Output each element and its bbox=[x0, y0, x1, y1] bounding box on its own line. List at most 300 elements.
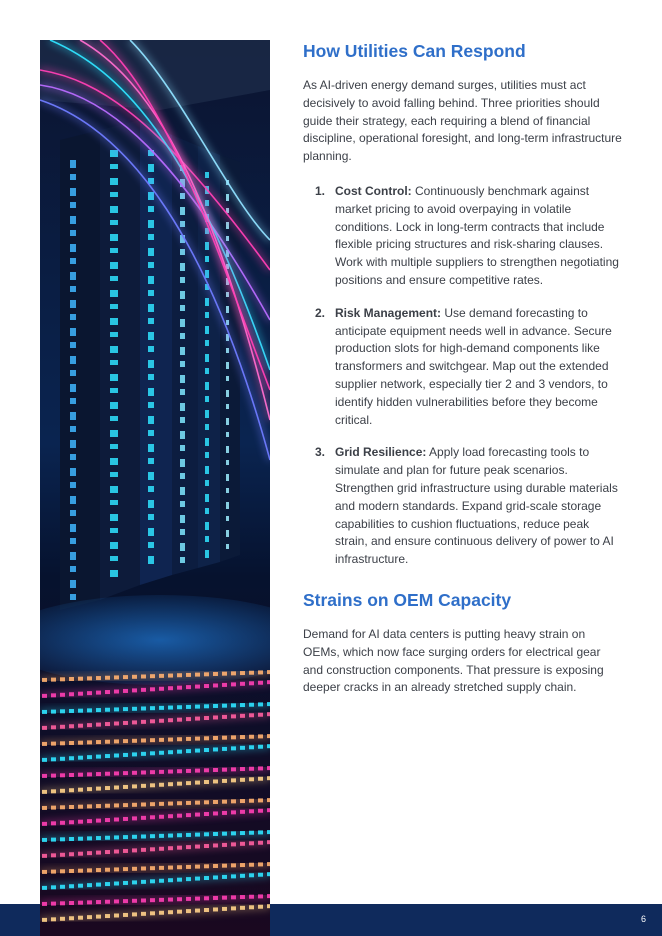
floor-led bbox=[222, 800, 227, 804]
floor-led bbox=[186, 781, 191, 785]
floor-led bbox=[69, 837, 74, 841]
floor-led bbox=[168, 802, 173, 806]
floor-led bbox=[123, 675, 128, 679]
floor-led bbox=[267, 830, 270, 834]
floor-led bbox=[105, 914, 110, 918]
floor-led bbox=[96, 819, 101, 823]
floor-led bbox=[222, 875, 227, 879]
floor-led bbox=[249, 873, 254, 877]
rack-led bbox=[180, 431, 185, 439]
floor-led bbox=[159, 751, 164, 755]
floor-led bbox=[132, 771, 137, 775]
rack-led bbox=[148, 472, 154, 480]
rack-led bbox=[70, 468, 76, 476]
rack-led bbox=[110, 234, 118, 241]
floor-led bbox=[249, 745, 254, 749]
rack-led bbox=[226, 306, 229, 313]
rack-led bbox=[70, 412, 76, 420]
floor-led bbox=[132, 675, 137, 679]
floor-led bbox=[231, 842, 236, 846]
floor-led bbox=[69, 805, 74, 809]
rack-led bbox=[148, 360, 154, 368]
rack-led bbox=[226, 194, 229, 201]
floor-led bbox=[78, 788, 83, 792]
floor-led bbox=[114, 675, 119, 679]
floor-led bbox=[78, 677, 83, 681]
floor-led bbox=[96, 915, 101, 919]
floor-led bbox=[105, 836, 110, 840]
floor-led bbox=[96, 755, 101, 759]
floor-led bbox=[267, 904, 270, 908]
floor-led bbox=[60, 773, 65, 777]
section-heading-strains: Strains on OEM Capacity bbox=[303, 589, 512, 610]
floor-led bbox=[78, 837, 83, 841]
floor-led bbox=[150, 802, 155, 806]
floor-led bbox=[87, 868, 92, 872]
rack-led bbox=[70, 216, 76, 224]
floor-led bbox=[105, 786, 110, 790]
floor-led bbox=[132, 835, 137, 839]
floor-led bbox=[51, 821, 56, 825]
floor-led bbox=[240, 746, 245, 750]
floor-led bbox=[258, 873, 263, 877]
rack-led bbox=[226, 460, 229, 465]
priorities-list bbox=[303, 183, 623, 569]
floor-led bbox=[267, 670, 270, 674]
floor-led bbox=[96, 804, 101, 808]
floor-led bbox=[96, 723, 101, 727]
floor-led bbox=[258, 862, 263, 866]
floor-led bbox=[258, 798, 263, 802]
floor-led bbox=[150, 815, 155, 819]
rack-led bbox=[180, 249, 185, 255]
floor-led bbox=[96, 851, 101, 855]
floor-led bbox=[249, 895, 254, 899]
rack-led bbox=[148, 486, 154, 492]
floor-led bbox=[159, 879, 164, 883]
floor-led bbox=[132, 707, 137, 711]
floor-led bbox=[231, 863, 236, 867]
floor-led bbox=[60, 837, 65, 841]
floor-led bbox=[123, 867, 128, 871]
floor-led bbox=[51, 838, 56, 842]
floor-led bbox=[78, 724, 83, 728]
floor-led bbox=[267, 862, 270, 866]
floor-led bbox=[78, 852, 83, 856]
rack-led bbox=[205, 536, 209, 542]
floor-led bbox=[60, 901, 65, 905]
floor-led bbox=[78, 773, 83, 777]
floor-led bbox=[213, 747, 218, 751]
floor-led bbox=[78, 869, 83, 873]
floor-led bbox=[177, 897, 182, 901]
floor-led bbox=[141, 880, 146, 884]
rack-led bbox=[205, 256, 209, 262]
floor-led bbox=[168, 738, 173, 742]
list-item-text: Apply load forecasting tools to simulate and plan for future peak scenarios. Strengthen grid infrastructure using durable materials and modern standards. Expand grid-scale storage capabilities to cushion fluctuations, reduce peak strain, and ensure continuous delivery of power to AI infrastructure. bbox=[335, 445, 618, 567]
rack-led bbox=[70, 174, 76, 180]
rack-led bbox=[70, 426, 76, 432]
floor-led bbox=[51, 870, 56, 874]
floor-led bbox=[114, 913, 119, 917]
rack-led bbox=[70, 244, 76, 252]
rack-led bbox=[70, 160, 76, 168]
floor-led bbox=[177, 705, 182, 709]
floor-led bbox=[231, 746, 236, 750]
rack-led bbox=[70, 580, 76, 588]
floor-led bbox=[231, 778, 236, 782]
floor-led bbox=[105, 900, 110, 904]
rack-led bbox=[226, 488, 229, 493]
rack-led bbox=[70, 370, 76, 376]
rack-led bbox=[180, 305, 185, 311]
rack-led bbox=[110, 514, 118, 521]
rack-led bbox=[110, 220, 118, 225]
floor-led bbox=[240, 735, 245, 739]
floor-led bbox=[132, 688, 137, 692]
floor-led bbox=[231, 810, 236, 814]
floor-led bbox=[60, 693, 65, 697]
floor-led bbox=[186, 845, 191, 849]
rack-led bbox=[70, 482, 76, 488]
floor-led bbox=[105, 850, 110, 854]
floor-led bbox=[78, 916, 83, 920]
rack-led bbox=[110, 374, 118, 381]
floor-led bbox=[249, 841, 254, 845]
rack-led bbox=[110, 444, 118, 449]
floor-led bbox=[258, 894, 263, 898]
floor-led bbox=[231, 703, 236, 707]
floor-led bbox=[159, 866, 164, 870]
rack-led bbox=[180, 445, 185, 451]
floor-led bbox=[222, 832, 227, 836]
list-item-number: 3. bbox=[315, 445, 326, 460]
floor-led bbox=[78, 741, 83, 745]
rack-led bbox=[110, 332, 118, 337]
floor-led bbox=[51, 917, 56, 921]
rack-led bbox=[70, 594, 76, 600]
floor-led bbox=[60, 709, 65, 713]
floor-led bbox=[123, 817, 128, 821]
rack-led bbox=[110, 346, 118, 353]
floor-led bbox=[231, 831, 236, 835]
floor-led bbox=[204, 812, 209, 816]
floor-led bbox=[132, 880, 137, 884]
floor-led bbox=[213, 672, 218, 676]
rack-led bbox=[70, 496, 76, 504]
rack-led bbox=[205, 242, 209, 250]
rack-led bbox=[70, 286, 76, 292]
rack-led bbox=[205, 410, 209, 418]
section-heading-respond: How Utilities Can Respond bbox=[303, 41, 526, 61]
list-item-grid-resilience bbox=[303, 444, 623, 569]
floor-led bbox=[240, 778, 245, 782]
floor-led bbox=[249, 767, 254, 771]
floor-led bbox=[123, 753, 128, 757]
floor-led bbox=[132, 720, 137, 724]
floor-led bbox=[195, 717, 200, 721]
rack-led bbox=[226, 362, 229, 369]
floor-led bbox=[258, 702, 263, 706]
floor-led bbox=[114, 689, 119, 693]
floor-led bbox=[249, 831, 254, 835]
floor-led bbox=[96, 740, 101, 744]
rack-led bbox=[70, 454, 76, 460]
floor-led bbox=[69, 788, 74, 792]
floor-led bbox=[186, 749, 191, 753]
floor-led bbox=[186, 877, 191, 881]
floor-led bbox=[96, 836, 101, 840]
floor-led bbox=[258, 830, 263, 834]
rack-led bbox=[148, 458, 154, 464]
floor-led bbox=[42, 678, 47, 682]
floor-led bbox=[42, 886, 47, 890]
floor-led bbox=[150, 879, 155, 883]
floor-led bbox=[78, 709, 83, 713]
floor-led bbox=[240, 714, 245, 718]
rack-led bbox=[110, 360, 118, 365]
floor-led bbox=[168, 898, 173, 902]
floor-led bbox=[87, 772, 92, 776]
floor-led bbox=[267, 702, 270, 706]
floor-led bbox=[42, 790, 47, 794]
rack-led bbox=[110, 556, 118, 561]
floor-led bbox=[177, 782, 182, 786]
floor-led bbox=[159, 706, 164, 710]
floor-led bbox=[132, 848, 137, 852]
floor-led bbox=[150, 866, 155, 870]
floor-led bbox=[51, 742, 56, 746]
rack-led bbox=[70, 356, 76, 364]
floor-led bbox=[159, 738, 164, 742]
floor-led bbox=[105, 676, 110, 680]
main-content bbox=[303, 40, 623, 697]
floor-led bbox=[105, 690, 110, 694]
floor-led bbox=[42, 710, 47, 714]
floor-led bbox=[168, 846, 173, 850]
floor-led bbox=[222, 907, 227, 911]
floor-led bbox=[195, 897, 200, 901]
rack-led bbox=[70, 538, 76, 544]
floor-led bbox=[159, 719, 164, 723]
list-item-text: Continuously benchmark against market pricing to avoid overpaying in volatile conditions. Lock in long-term contracts that include flexible pricing structures and risk-sharing clauses. Work with multiple suppliers to strengthen negotiating positions and ensure competitive rates. bbox=[335, 183, 619, 287]
floor-led bbox=[267, 734, 270, 738]
floor-led bbox=[168, 770, 173, 774]
floor-led bbox=[204, 908, 209, 912]
floor-led bbox=[204, 832, 209, 836]
floor-led bbox=[141, 770, 146, 774]
floor-led bbox=[204, 864, 209, 868]
floor-led bbox=[132, 803, 137, 807]
rack-led bbox=[148, 556, 154, 564]
floor-led bbox=[114, 849, 119, 853]
floor-led bbox=[204, 704, 209, 708]
floor-led bbox=[168, 750, 173, 754]
rack-led bbox=[205, 522, 209, 530]
floor-led bbox=[177, 865, 182, 869]
floor-led bbox=[186, 833, 191, 837]
floor-led bbox=[87, 708, 92, 712]
floor-led bbox=[105, 740, 110, 744]
floor-led bbox=[42, 774, 47, 778]
floor-led bbox=[42, 822, 47, 826]
floor-led bbox=[42, 854, 47, 858]
floor-led bbox=[132, 816, 137, 820]
rack-led bbox=[110, 570, 118, 577]
rack-led bbox=[180, 291, 185, 299]
rack-led bbox=[70, 300, 76, 308]
rack-led bbox=[180, 403, 185, 411]
floor-led bbox=[69, 820, 74, 824]
floor-led bbox=[204, 780, 209, 784]
rack-led bbox=[205, 298, 209, 306]
floor-led bbox=[42, 870, 47, 874]
floor-led bbox=[141, 720, 146, 724]
page-number: 6 bbox=[640, 914, 646, 924]
rack-led bbox=[110, 192, 118, 197]
rack-led bbox=[205, 424, 209, 430]
floor-led bbox=[42, 758, 47, 762]
floor-led bbox=[150, 770, 155, 774]
floor-led bbox=[123, 707, 128, 711]
floor-led bbox=[69, 852, 74, 856]
floor-led bbox=[87, 836, 92, 840]
floor-led bbox=[204, 736, 209, 740]
floor-led bbox=[69, 741, 74, 745]
floor-led bbox=[186, 673, 191, 677]
floor-led bbox=[87, 804, 92, 808]
floor-led bbox=[159, 674, 164, 678]
floor-led bbox=[69, 709, 74, 713]
floor-led bbox=[177, 750, 182, 754]
floor-led bbox=[123, 881, 128, 885]
floor-led bbox=[204, 716, 209, 720]
rack-led bbox=[110, 164, 118, 169]
floor-led bbox=[222, 896, 227, 900]
floor-led bbox=[105, 818, 110, 822]
rack-led bbox=[70, 314, 76, 320]
rack-led bbox=[70, 510, 76, 516]
floor-led bbox=[177, 910, 182, 914]
rack-led bbox=[148, 262, 154, 268]
floor-led bbox=[240, 682, 245, 686]
list-item-number: 2. bbox=[315, 305, 326, 320]
floor-led bbox=[51, 774, 56, 778]
floor-led bbox=[69, 916, 74, 920]
rack-led bbox=[205, 508, 209, 514]
floor-led bbox=[195, 845, 200, 849]
floor-led bbox=[204, 800, 209, 804]
rack-led bbox=[226, 530, 229, 537]
floor-led bbox=[204, 684, 209, 688]
floor-led bbox=[51, 806, 56, 810]
floor-led bbox=[240, 831, 245, 835]
floor-led bbox=[105, 882, 110, 886]
floor-led bbox=[168, 686, 173, 690]
rack-led bbox=[205, 452, 209, 458]
rack-led bbox=[148, 444, 154, 452]
rack-led bbox=[180, 529, 185, 535]
floor-led bbox=[195, 685, 200, 689]
floor-led bbox=[204, 876, 209, 880]
rack-led bbox=[148, 220, 154, 228]
floor-led bbox=[168, 866, 173, 870]
rack-led bbox=[226, 348, 229, 353]
rack-led bbox=[180, 417, 185, 423]
floor-led bbox=[267, 808, 270, 812]
floor-led bbox=[141, 784, 146, 788]
floor-led bbox=[186, 897, 191, 901]
floor-led bbox=[231, 714, 236, 718]
list-item-number: 1. bbox=[315, 183, 326, 198]
floor-led bbox=[78, 884, 83, 888]
floor-led bbox=[267, 712, 270, 716]
floor-led bbox=[60, 725, 65, 729]
floor-led bbox=[96, 772, 101, 776]
floor-led bbox=[177, 846, 182, 850]
rack-led bbox=[226, 432, 229, 437]
floor-led bbox=[195, 781, 200, 785]
floor-led bbox=[258, 766, 263, 770]
floor-led bbox=[168, 674, 173, 678]
floor-led bbox=[141, 898, 146, 902]
floor-led bbox=[87, 755, 92, 759]
rack-led bbox=[180, 473, 185, 479]
floor-led bbox=[222, 715, 227, 719]
floor-led bbox=[249, 735, 254, 739]
floor-led bbox=[114, 881, 119, 885]
floor-led bbox=[258, 734, 263, 738]
floor-led bbox=[159, 802, 164, 806]
rack-led bbox=[70, 398, 76, 404]
floor-led bbox=[168, 814, 173, 818]
floor-led bbox=[159, 770, 164, 774]
rack-led bbox=[70, 342, 76, 348]
floor-led bbox=[267, 840, 270, 844]
floor-led bbox=[51, 725, 56, 729]
floor-led bbox=[231, 735, 236, 739]
floor-led bbox=[222, 843, 227, 847]
hero-image-data-center bbox=[40, 40, 270, 936]
rack-led bbox=[148, 234, 154, 240]
floor-led bbox=[42, 742, 47, 746]
floor-led bbox=[132, 739, 137, 743]
floor-led bbox=[168, 878, 173, 882]
floor-led bbox=[186, 865, 191, 869]
floor-led bbox=[222, 704, 227, 708]
floor-led bbox=[51, 853, 56, 857]
floor-led bbox=[114, 817, 119, 821]
intro-paragraph: As AI-driven energy demand surges, utilities must act decisively to avoid falling behind. Three priorities should guide their strategy, each requiring a blend of financial discipline, operational foresight, and long-term infrastructure planning. bbox=[303, 78, 622, 164]
list-item-cost-control bbox=[303, 183, 623, 290]
rack-led bbox=[226, 516, 229, 521]
floor-led bbox=[213, 715, 218, 719]
rack-led bbox=[70, 272, 76, 280]
floor-led bbox=[141, 752, 146, 756]
floor-led bbox=[186, 801, 191, 805]
floor-led bbox=[141, 674, 146, 678]
floor-led bbox=[195, 769, 200, 773]
floor-led bbox=[87, 819, 92, 823]
list-item-title: Risk Management: bbox=[335, 305, 442, 320]
rack-led bbox=[205, 312, 209, 318]
floor-led bbox=[96, 708, 101, 712]
floor-led bbox=[213, 907, 218, 911]
floor-led bbox=[141, 688, 146, 692]
rack-led bbox=[110, 178, 118, 185]
floor-led bbox=[204, 748, 209, 752]
floor-led bbox=[240, 906, 245, 910]
